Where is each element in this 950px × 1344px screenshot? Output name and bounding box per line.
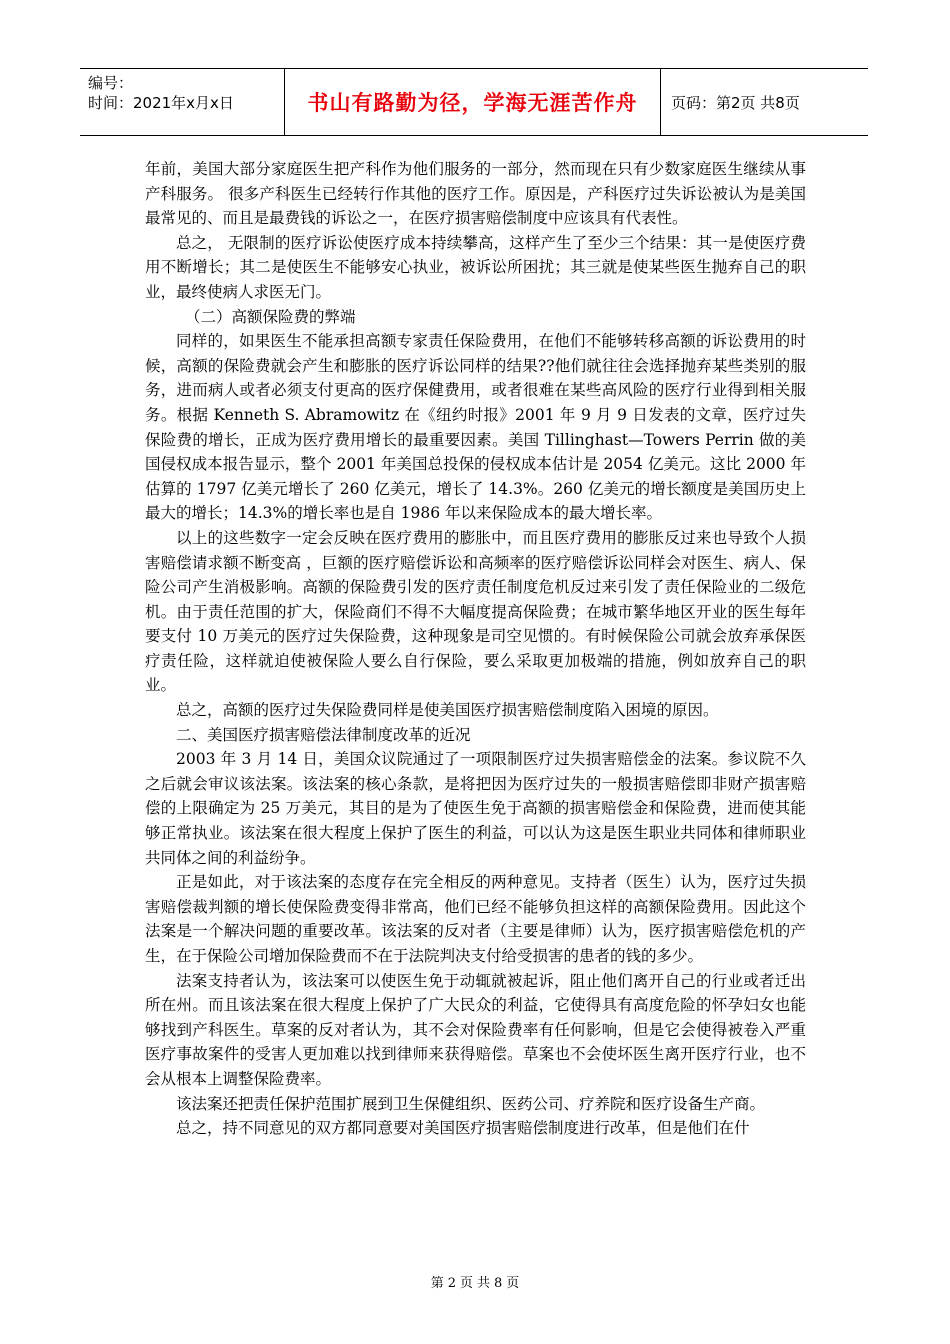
header-page-info: 页码：第2页 共8页 bbox=[671, 93, 800, 112]
body-paragraph: 该法案还把责任保护范围扩展到卫生保健组织、医药公司、疗养院和医疗设备生产商。 bbox=[176, 1094, 766, 1113]
document-body bbox=[145, 157, 806, 1141]
body-paragraph: 总之，高额的医疗过失保险费同样是使美国医疗损害赔偿制度陷入困境的原因。 bbox=[176, 701, 719, 720]
header-meta-cell bbox=[80, 69, 284, 135]
body-paragraph: 同样的，如果医生不能承担高额专家责任保险费用，在他们不能够转移高额的诉讼费用的时候，高额的保险费就会产生和膨胀的医疗诉讼同样的结果??他们就往往会选择抛弃某些类别的服务，进而病人或者必须支付更高的医疗保健费用，或者很难在某些高风险的医疗行业得到相关服务。根据 Kenneth S. Abramowitz 在《纽约时报》2001 年 9 月 9 日发表的文章，医疗过失保险费的增长，正成为医疗费用增长的最重要因素。美国 Tillinghast—Towers Perrin 做的美国侵权成本报告显示，整个 2001 年美国总投保的侵权成本估计是 2054 亿美元。这比 2000 年估算的 1797 亿美元增长了 260 亿美元，增长了 14.3%。260 亿美元的增长额度是美国历史上最大的增长；14.3%的增长率也是自 1986 年以来保险成本的最大增长率。 bbox=[145, 332, 806, 523]
body-paragraph: 总之，持不同意见的双方都同意要对美国医疗损害赔偿制度进行改革，但是他们在什 bbox=[176, 1119, 750, 1138]
footer-prefix: 第 bbox=[430, 1276, 444, 1291]
footer-page-word: 页 bbox=[459, 1276, 473, 1291]
body-paragraph: 二、美国医疗损害赔偿法律制度改革的近况 bbox=[176, 725, 471, 744]
footer-suffix: 页 bbox=[506, 1276, 520, 1291]
body-paragraph: 年前，美国大部分家庭医生把产科作为他们服务的一部分，然而现在只有少数家庭医生继续从事产科服务。 很多产科医生已经转行作其他的医疗工作。原因是，产科医疗过失诉讼被认为是美国最常见的、而且是最费钱的诉讼之一，在医疗损害赔偿制度中应该具有代表性。 bbox=[145, 160, 806, 228]
footer-total-pages: 8 bbox=[494, 1276, 503, 1291]
header-motto-cell bbox=[284, 69, 661, 135]
header-page-info-cell bbox=[661, 69, 868, 135]
footer-current-page: 2 bbox=[447, 1276, 456, 1291]
footer-total-word: 共 bbox=[477, 1276, 491, 1291]
document-time-label: 时间：2021年x月x日 bbox=[88, 94, 234, 112]
header-motto: 书山有路勤为径，学海无涯苦作舟 bbox=[307, 91, 638, 115]
page-footer bbox=[0, 1272, 950, 1291]
body-paragraph: 2003 年 3 月 14 日，美国众议院通过了一项限制医疗过失损害赔偿金的法案。参议院不久之后就会审议该法案。该法案的核心条款，是将把因为医疗过失的一般损害赔偿即非财产损害赔偿的上限确定为 25 万美元，其目的是为了使医生免于高额的损害赔偿金和保险费，进而使其能够正常执业。该法案在很大程度上保护了医生的利益，可以认为这是医生职业共同体和律师职业共同体之间的利益纷争。 bbox=[145, 750, 806, 867]
body-paragraph: 法案支持者认为，该法案可以使医生免于动辄就被起诉，阻止他们离开自己的行业或者迁出所在州。而且该法案在很大程度上保护了广大民众的利益，它使得具有高度危险的怀孕妇女也能够找到产科医生。草案的反对者认为，其不会对保险费率有任何影响，但是它会使得被卷入严重医疗事故案件的受害人更加难以找到律师来获得赔偿。草案也不会使坏医生离开医疗行业，也不会从根本上调整保险费率。 bbox=[145, 971, 806, 1088]
body-paragraph: 正是如此，对于该法案的态度存在完全相反的两种意见。支持者（医生）认为，医疗过失损害赔偿裁判额的增长使保险费变得非常高，他们已经不能够负担这样的高额保险费用。因此这个法案是一个解决问题的重要改革。该法案的反对者（主要是律师）认为，医疗损害赔偿危机的产生，在于保险公司增加保险费而不在于法院判决支付给受损害的患者的钱的多少。 bbox=[145, 873, 806, 965]
body-paragraph: 总之， 无限制的医疗诉讼使医疗成本持续攀高，这样产生了至少三个结果：其一是使医疗费用不断增长；其二是使医生不能够安心执业，被诉讼所困扰；其三就是使某些医生抛弃自己的职业，最终使病人求医无门。 bbox=[145, 233, 806, 301]
body-paragraph: 以上的这些数字一定会反映在医疗费用的膨胀中，而且医疗费用的膨胀反过来也导致个人损害赔偿请求额不断变高 ，巨额的医疗赔偿诉讼和高频率的医疗赔偿诉讼同样会对医生、病人、保险公司产生消极影响。高额的保险费引发的医疗责任制度危机反过来引发了责任保险业的二级危机。由于责任范围的扩大，保险商们不得不大幅度提高保险费；在城市繁华地区开业的医生每年要支付 10 万美元的医疗过失保险费，这种现象是司空见惯的。有时候保险公司就会放弃承保医疗责任险，这样就迫使被保险人要么自行保险，要么采取更加极端的措施，例如放弃自己的职业。 bbox=[145, 528, 806, 695]
page-header bbox=[80, 68, 868, 136]
document-number-label: 编号： bbox=[88, 74, 134, 92]
body-paragraph: （二）高额保险费的弊端 bbox=[185, 307, 356, 326]
